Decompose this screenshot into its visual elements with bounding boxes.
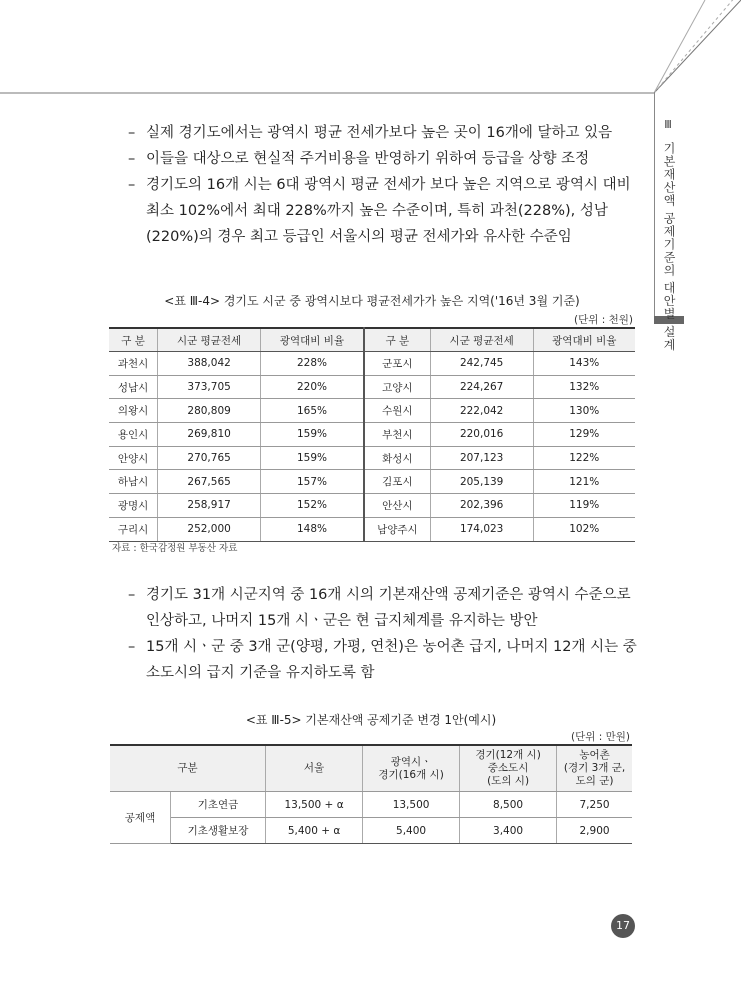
table-cell: 김포시: [364, 470, 430, 494]
table-cell: 용인시: [109, 423, 158, 447]
table-cell: 159%: [260, 446, 364, 470]
table-cell: 270,765: [158, 446, 261, 470]
table-cell: 220,016: [430, 423, 533, 447]
table-cell: 132%: [533, 375, 635, 399]
table-cell: 157%: [260, 470, 364, 494]
bullet-item: – 경기도의 16개 시는 6대 광역시 평균 전세가 보다 높은 지역으로 광역시 대비 최소 102%에서 최대 228%까지 높은 수준이며, 특히 과천(228%), 성남(220%)의 경우 최고 등급인 서울시의 평균 전세가와 유사한 수준임: [128, 177, 631, 245]
table-cell: 148%: [260, 517, 364, 541]
col-header: 서울: [266, 745, 363, 792]
table-cell: 174,023: [430, 517, 533, 541]
table-cell: 13,500 + α: [266, 792, 363, 818]
table-cell: 3,400: [460, 818, 557, 844]
table-cell: 광명시: [109, 494, 158, 518]
table-cell: 13,500: [363, 792, 460, 818]
chapter-number: Ⅲ: [664, 118, 672, 131]
table-cell: 388,042: [158, 352, 261, 376]
bullet-text: 경기도 31개 시군지역 중 16개 시의 기본재산액 공제기준은 광역시 수준으로 인상하고, 나머지 15개 시ㆍ군은 현 급지체계를 유지하는 방안: [146, 587, 631, 629]
table-cell: 안산시: [364, 494, 430, 518]
table-cell: 258,917: [158, 494, 261, 518]
bullet-item: – 이들을 대상으로 현실적 주거비용을 반영하기 위하여 등급을 상향 조정: [128, 151, 590, 167]
chapter-title: 기본재산액 공제기준의 대안별 설계: [662, 142, 676, 352]
bullet-item: – 경기도 31개 시군지역 중 16개 시의 기본재산액 공제기준은 광역시 수준으로 인상하고, 나머지 15개 시ㆍ군은 현 급지체계를 유지하는 방안: [128, 587, 631, 629]
table-row: [109, 375, 635, 399]
bullet-item: – 15개 시ㆍ군 중 3개 군(양평, 가평, 연천)은 농어촌 급지, 나머지 12개 시는 중소도시의 급지 기준을 유지하도록 함: [128, 639, 637, 681]
table-header-row: [110, 745, 632, 792]
table-row: [110, 818, 632, 844]
table-cell: 5,400 + α: [266, 818, 363, 844]
table-cell: 8,500: [460, 792, 557, 818]
col-header: 광역대비 비율: [260, 328, 364, 352]
table-cell: 205,139: [430, 470, 533, 494]
table-cell: 안양시: [109, 446, 158, 470]
table-cell: 220%: [260, 375, 364, 399]
row-group-label: 공제액: [110, 792, 171, 844]
table-cell: 기초연금: [171, 792, 266, 818]
deduction-standard-table: [110, 744, 632, 844]
table1-caption: <표 Ⅲ-4> 경기도 시군 중 광역시보다 평균전세가가 높은 지역('16년 3월 기준): [164, 294, 580, 308]
table-cell: 242,745: [430, 352, 533, 376]
table-header-row: [109, 328, 635, 352]
table-row: [110, 792, 632, 818]
table-cell: 269,810: [158, 423, 261, 447]
table-row: [109, 470, 635, 494]
table-cell: 고양시: [364, 375, 430, 399]
table-cell: 과천시: [109, 352, 158, 376]
table-cell: 5,400: [363, 818, 460, 844]
table-cell: 143%: [533, 352, 635, 376]
table-cell: 165%: [260, 399, 364, 423]
table-cell: 119%: [533, 494, 635, 518]
bullet-item: – 실제 경기도에서는 광역시 평균 전세가보다 높은 곳이 16개에 달하고 있음: [128, 125, 613, 141]
table2-unit: (단위 : 만원): [571, 731, 630, 743]
table-cell: 202,396: [430, 494, 533, 518]
table-cell: 2,900: [557, 818, 632, 844]
table-cell: 280,809: [158, 399, 261, 423]
table-cell: 구리시: [109, 517, 158, 541]
table-cell: 222,042: [430, 399, 533, 423]
table-cell: 159%: [260, 423, 364, 447]
col-header: 시군 평균전세: [430, 328, 533, 352]
table-cell: 121%: [533, 470, 635, 494]
col-header: 시군 평균전세: [158, 328, 261, 352]
sidebar-rule: [654, 92, 655, 318]
table-cell: 122%: [533, 446, 635, 470]
bullet-text: 이들을 대상으로 현실적 주거비용을 반영하기 위하여 등급을 상향 조정: [146, 151, 590, 167]
table-cell: 252,000: [158, 517, 261, 541]
table-cell: 152%: [260, 494, 364, 518]
col-header: 경기(12개 시) 중소도시 (도의 시): [460, 745, 557, 792]
table-cell: 성남시: [109, 375, 158, 399]
table-cell: 102%: [533, 517, 635, 541]
table-row: [109, 517, 635, 541]
bullet-text: 실제 경기도에서는 광역시 평균 전세가보다 높은 곳이 16개에 달하고 있음: [146, 125, 613, 141]
bullet-text: 경기도의 16개 시는 6대 광역시 평균 전세가 보다 높은 지역으로 광역시 대비 최소 102%에서 최대 228%까지 높은 수준이며, 특히 과천(228%), 성남(220%)의 경우 최고 등급인 서울시의 평균 전세가와 유사한 수준임: [146, 177, 631, 245]
table-cell: 7,250: [557, 792, 632, 818]
table-cell: 기초생활보장: [171, 818, 266, 844]
col-header: 구분: [110, 745, 266, 792]
table-row: [109, 423, 635, 447]
col-header: 광역대비 비율: [533, 328, 635, 352]
table-cell: 의왕시: [109, 399, 158, 423]
table2-caption: <표 Ⅲ-5> 기본재산액 공제기준 변경 1안(예시): [245, 713, 497, 727]
table-cell: 남양주시: [364, 517, 430, 541]
bullet-list-mid: [128, 582, 648, 686]
table-cell: 하남시: [109, 470, 158, 494]
table-cell: 224,267: [430, 375, 533, 399]
table1-source: 자료 : 한국감정원 부동산 자료: [112, 543, 238, 554]
table-cell: 267,565: [158, 470, 261, 494]
table-row: [109, 399, 635, 423]
col-header: 농어촌 (경기 3개 군, 도의 군): [557, 745, 632, 792]
table-cell: 수원시: [364, 399, 430, 423]
bullet-text: 15개 시ㆍ군 중 3개 군(양평, 가평, 연천)은 농어촌 급지, 나머지 12개 시는 중소도시의 급지 기준을 유지하도록 함: [146, 639, 637, 681]
table-row: [109, 494, 635, 518]
table-row: [109, 352, 635, 376]
table-cell: 129%: [533, 423, 635, 447]
col-header: 광역시ㆍ 경기(16개 시): [363, 745, 460, 792]
col-header: 구 분: [109, 328, 158, 352]
table-cell: 130%: [533, 399, 635, 423]
table-cell: 207,123: [430, 446, 533, 470]
page-number: 17: [611, 914, 635, 938]
table-cell: 228%: [260, 352, 364, 376]
bullet-list-top: [128, 120, 648, 250]
table-cell: 373,705: [158, 375, 261, 399]
rent-comparison-table: [109, 327, 635, 542]
table1-unit: (단위 : 천원): [574, 314, 633, 326]
col-header: 구 분: [364, 328, 430, 352]
table-cell: 화성시: [364, 446, 430, 470]
table-cell: 부천시: [364, 423, 430, 447]
table-row: [109, 446, 635, 470]
table-cell: 군포시: [364, 352, 430, 376]
